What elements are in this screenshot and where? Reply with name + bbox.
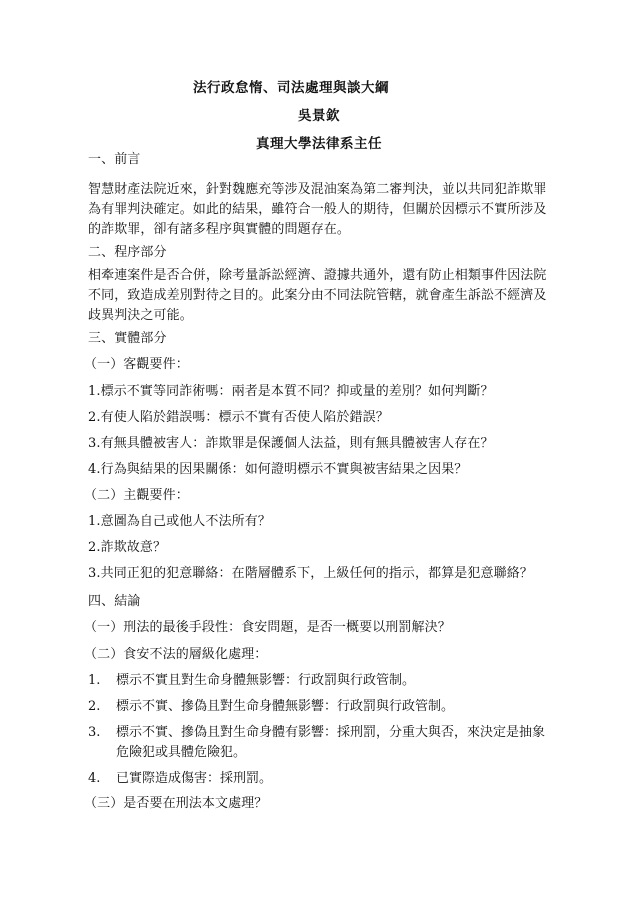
list-item-text: 標示不實且對生命身體無影響：行政罰與行政管制。 [116,673,416,688]
paragraph-line: 為有罪判決確定。如此的結果，雖符合一般人的期待，但關於因標示不實所涉及 [88,202,547,217]
list-number: 4. [88,771,101,786]
objective-heading: （一）客觀要件： [84,357,189,372]
author-affiliation: 真理大學法律系主任 [256,136,382,152]
subjective-item: 3.共同正犯的犯意聯絡：在階層體系下，上級任何的指示，都算是犯意聯絡？ [88,566,533,581]
procedure-paragraph [88,266,558,326]
objective-item: 3.有無具體被害人：詐欺罪是保護個人法益，則有無具體被害人存在？ [88,436,494,451]
objective-item: 1.標示不實等同詐術嗎：兩者是本質不同？抑或量的差別？如何判斷？ [88,384,494,399]
section-heading-substantive: 三、實體部分 [88,331,167,346]
document-title: 法行政怠惰、司法處理與談大綱 [193,80,389,96]
section-heading-conclusion: 四、結論 [88,594,141,609]
list-number: 1. [88,673,101,688]
author-name: 吳景欽 [298,108,340,124]
list-number: 2. [88,699,101,714]
paragraph-line: 相牽連案件是否合併，除考量訴訟經濟、證據共通外，還有防止相類事件因法院 [88,268,547,283]
section-heading-intro: 一、前言 [88,152,141,167]
subjective-item: 1.意圖為自己或他人不法所有？ [88,514,271,529]
objective-item: 2.有使人陷於錯誤嗎：標示不實有否使人陷於錯誤？ [88,410,389,425]
list-number: 3. [88,725,101,740]
conclusion-subheading: （二）食安不法的層級化處理： [84,647,268,662]
paragraph-line: 不同，致造成差別對待之目的。此案分由不同法院管轄，就會產生訴訟不經濟及 [88,288,547,303]
list-item-text: 標示不實、摻偽且對生命身體無影響：行政罰與行政管制。 [116,699,455,714]
paragraph-line: 歧異判決之可能。 [88,308,193,323]
paragraph-line: 智慧財產法院近來，針對魏應充等涉及混油案為第二審判決，並以共同犯詐欺罪 [88,182,547,197]
section-heading-procedure: 二、程序部分 [88,245,167,260]
conclusion-subheading: （三）是否要在刑法本文處理？ [84,796,268,811]
subjective-heading: （二）主觀要件： [84,488,189,503]
conclusion-subheading: （一）刑法的最後手段性：食安問題，是否一概要以刑罰解決？ [84,620,451,635]
objective-item: 4.行為與結果的因果關係：如何證明標示不實與被害結果之因果？ [88,462,468,477]
intro-paragraph [88,180,558,240]
paragraph-line: 的詐欺罪，卻有諸多程序與實體的問題存在。 [88,222,351,237]
list-item-text: 已實際造成傷害：採刑罰。 [116,771,273,786]
list-item-text: 標示不實、摻偽且對生命身體有影響：採刑罰，分重大與否，來決定是抽象 [116,725,546,740]
list-item-text: 危險犯或具體危險犯。 [116,745,247,760]
subjective-item: 2.詐欺故意？ [88,540,167,555]
